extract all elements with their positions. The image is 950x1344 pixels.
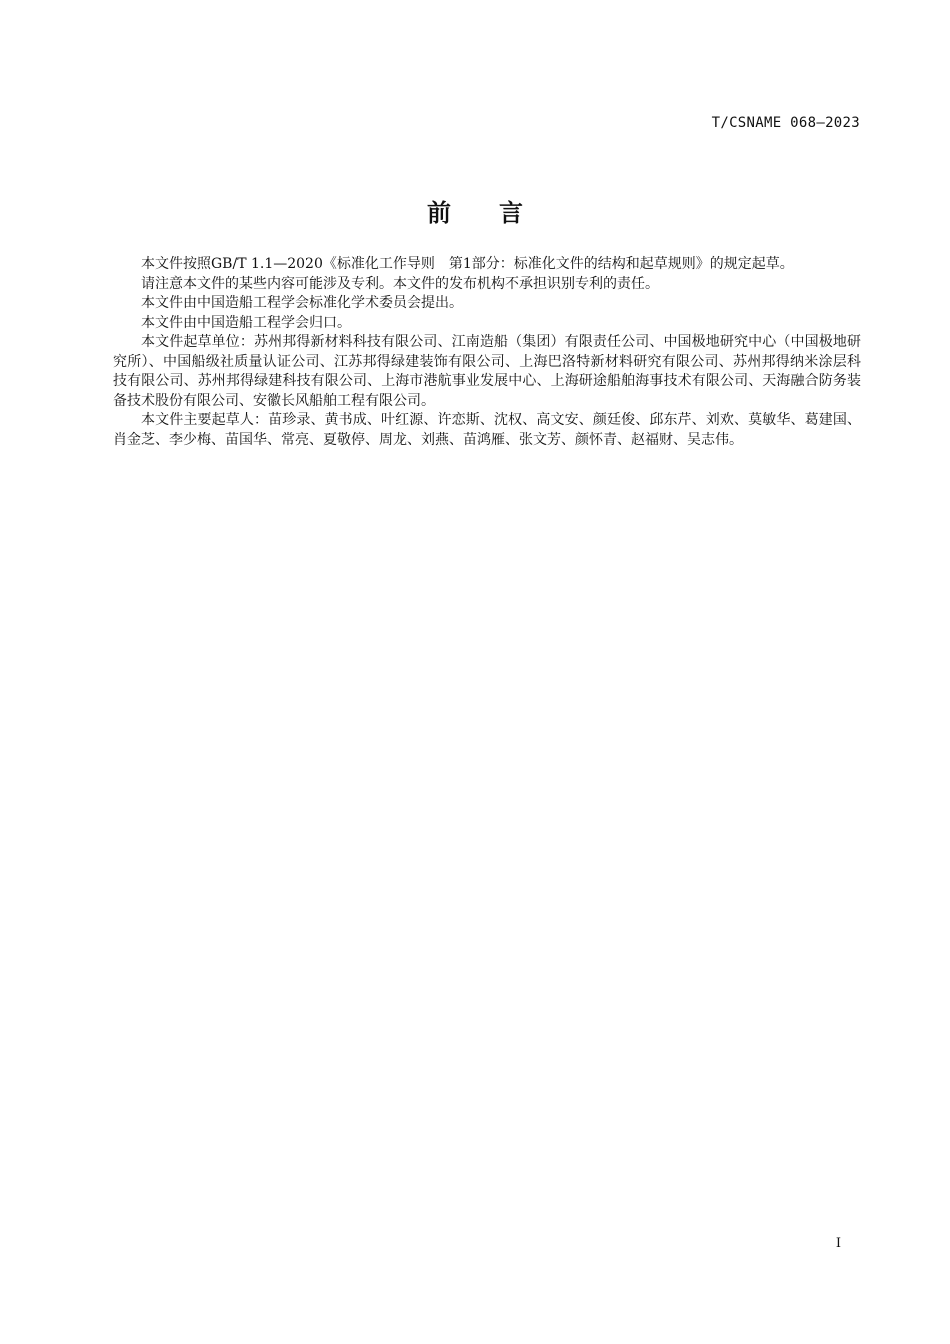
paragraph-patent-notice: 请注意本文件的某些内容可能涉及专利。本文件的发布机构不承担识别专利的责任。: [141, 275, 659, 292]
paragraph-drafters: 本文件主要起草人：苗珍录、黄书成、叶红源、许恋斯、沈权、高文安、颜廷俊、邱东芹、刘欢、莫敏华、葛建国、肖金芝、李少梅、苗国华、常亮、夏敬停、周龙、刘燕、苗鸿雁、张文芳、颜怀青、赵福财、吴志伟。: [113, 412, 861, 448]
document-code: T/CSNAME 068—2023: [711, 115, 860, 131]
paragraph-drafting-units: 本文件起草单位：苏州邦得新材料科技有限公司、江南造船（集团）有限责任公司、中国极地研究中心（中国极地研究所）、中国船级社质量认证公司、江苏邦得绿建装饰有限公司、上海巴洛特新材料研究有限公司、苏州邦得纳米涂层科技有限公司、苏州邦得绿建科技有限公司、上海市港航事业发展中心、上海研途船舶海事技术有限公司、天海融合防务装备技术股份有限公司、安徽长风船舶工程有限公司。: [113, 334, 861, 409]
page-number: I: [835, 1236, 841, 1251]
paragraph-proposed-by: 本文件由中国造船工程学会标准化学术委员会提出。: [141, 295, 463, 311]
paragraph-responsible-by: 本文件由中国造船工程学会归口。: [141, 314, 351, 331]
foreword-body: [113, 255, 861, 450]
paragraph-drafting-rules: 本文件按照GB/T 1.1—2020《标准化工作导则 第1部分：标准化文件的结构和起草规则》的规定起草。: [141, 256, 794, 272]
page-title: 前言: [427, 199, 571, 227]
